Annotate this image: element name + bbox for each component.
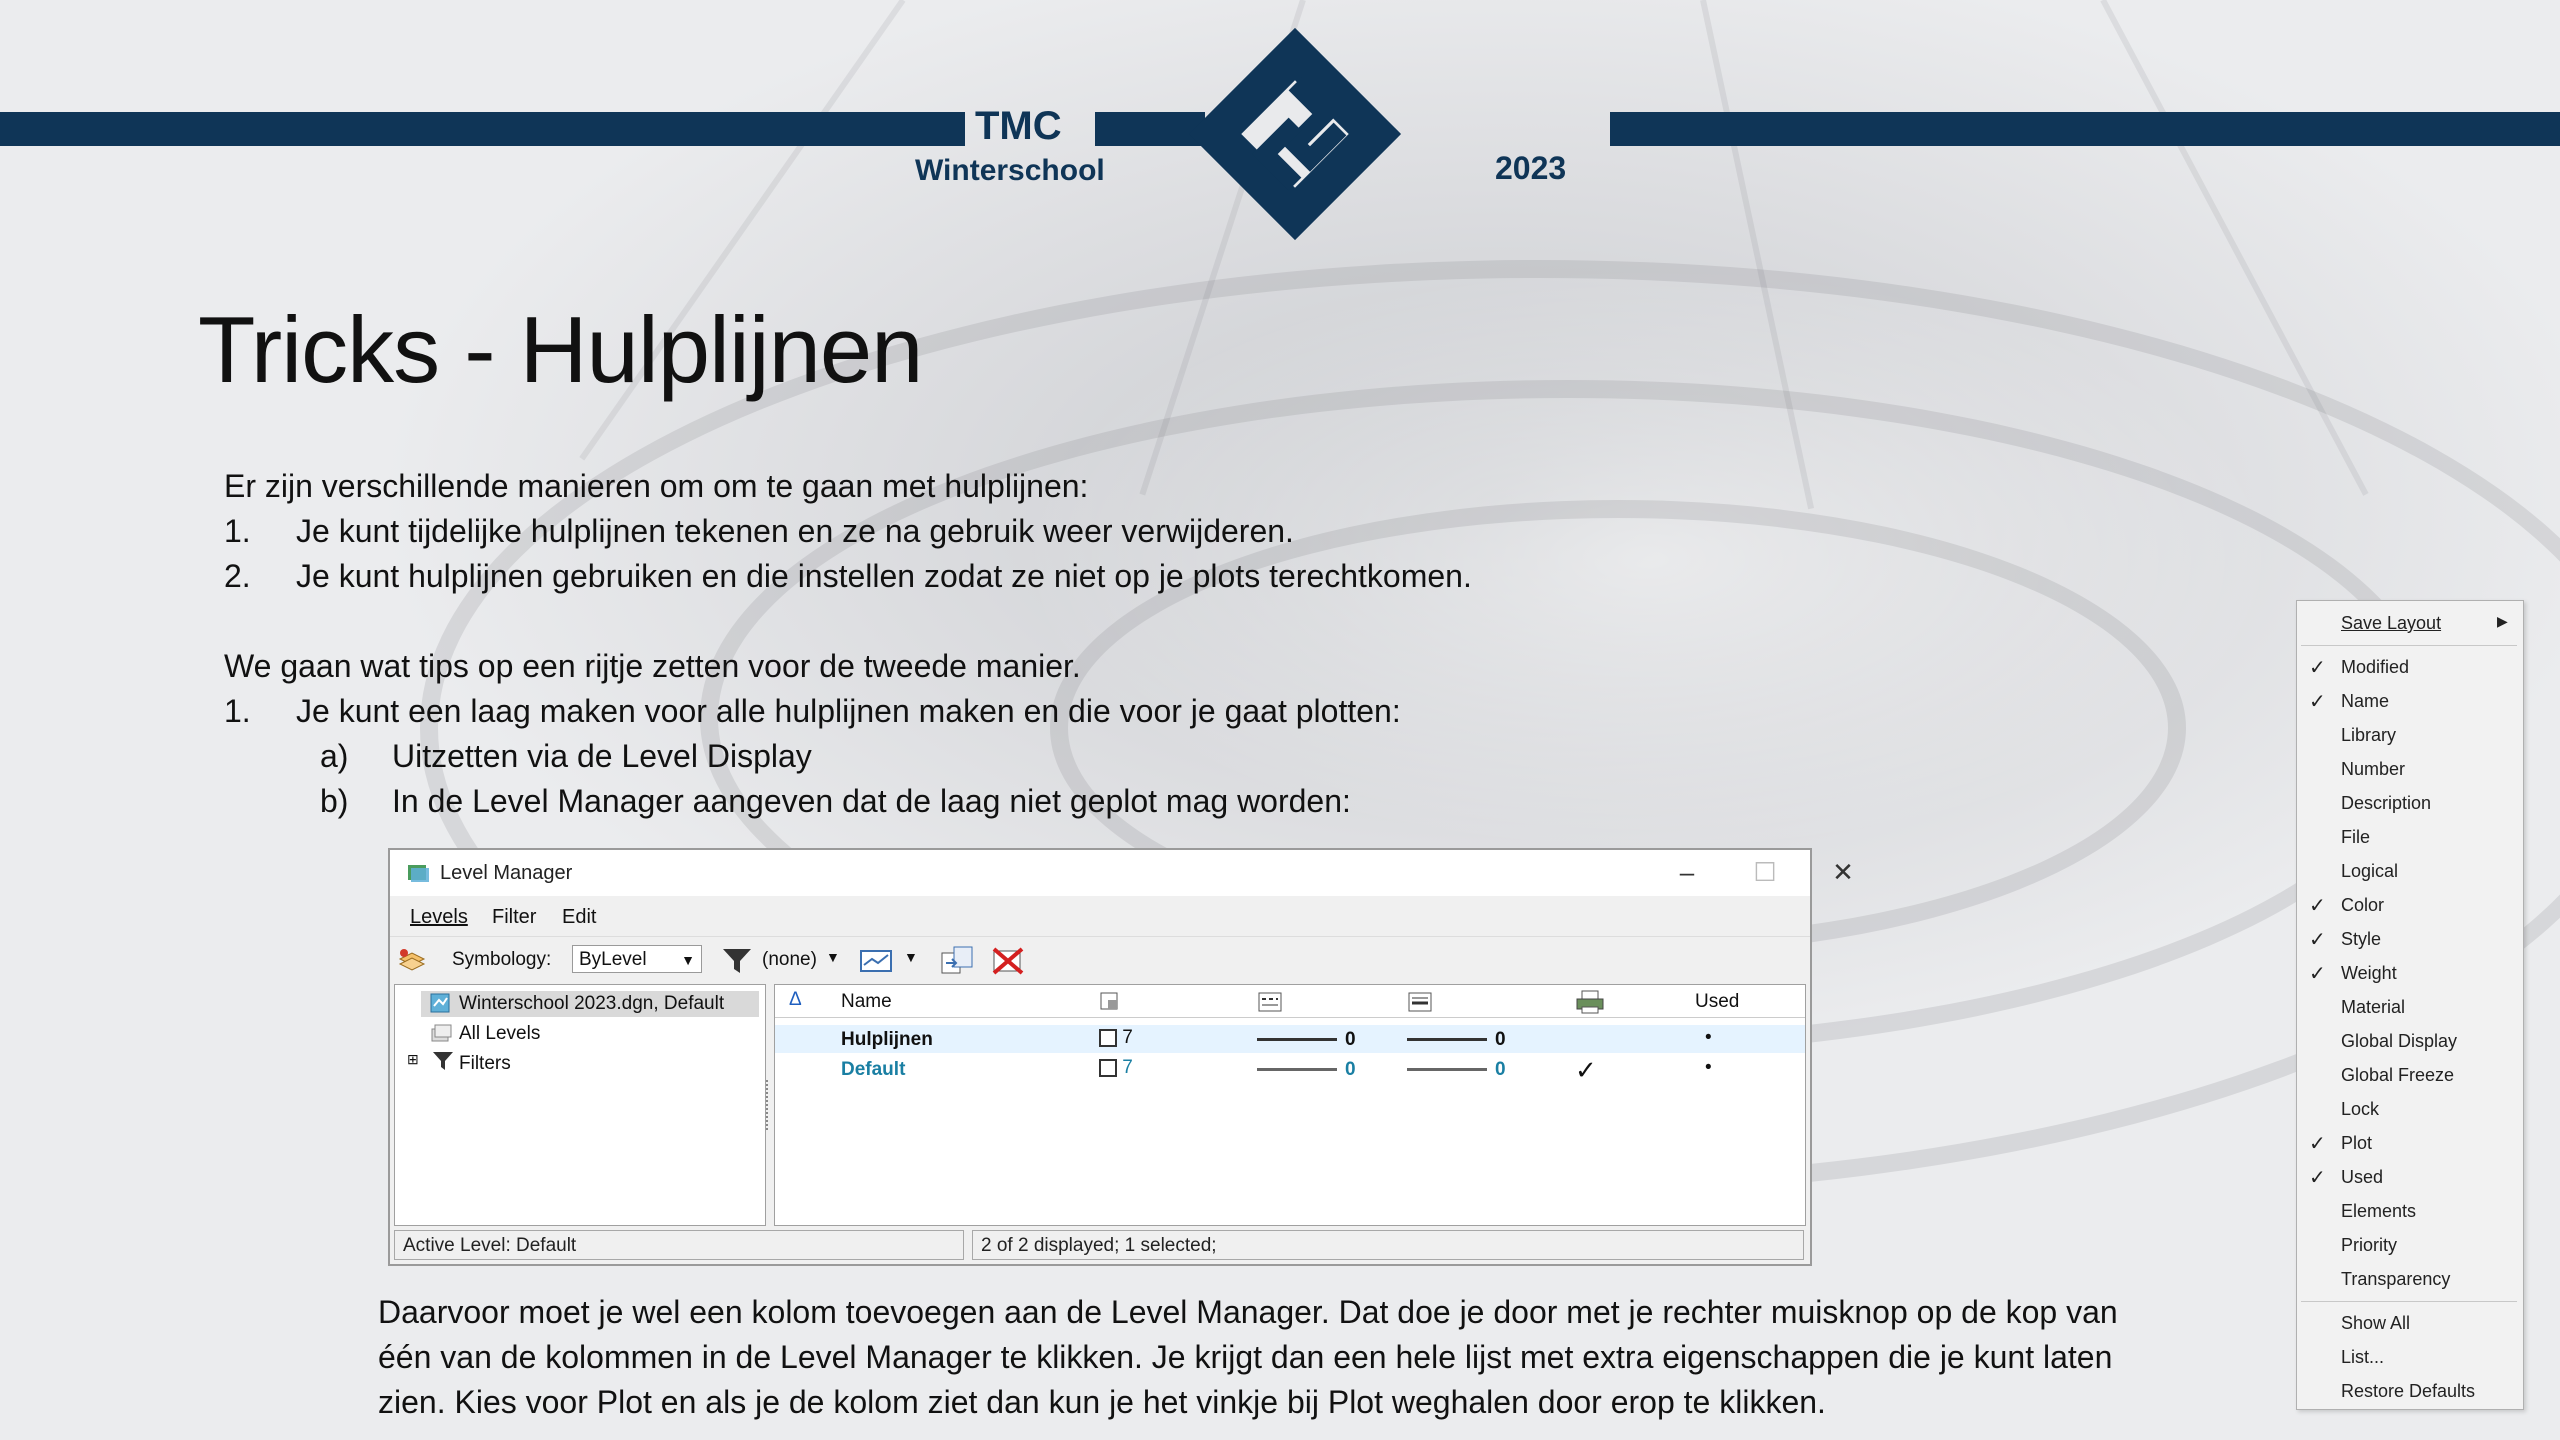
weight-line: [1407, 1038, 1487, 1041]
color-swatch: [1099, 1059, 1117, 1077]
menu-item-weight[interactable]: Weight: [2341, 963, 2397, 983]
level-display-icon[interactable]: [858, 945, 898, 975]
toolbar: [390, 936, 1810, 983]
filter-icon: [431, 1049, 455, 1073]
splitter-handle[interactable]: [766, 1080, 774, 1130]
plot-column-icon[interactable]: [1575, 989, 1605, 1015]
status-count: 2 of 2 displayed; 1 selected;: [972, 1230, 1804, 1260]
tree-all-levels[interactable]: All Levels: [459, 1023, 541, 1044]
sublist-text-b: In de Level Manager aangeven dat de laag niet geplot mag worden:: [392, 783, 1351, 819]
column-used[interactable]: Used: [1695, 991, 1740, 1012]
minimize-button[interactable]: –: [1679, 857, 1695, 887]
menu-edit[interactable]: Edit: [562, 906, 597, 928]
level-manager-window: [388, 848, 1854, 1266]
row-used: •: [1705, 1057, 1712, 1078]
row-color-value: 7: [1122, 1057, 1133, 1078]
menu-item-transparency[interactable]: Transparency: [2341, 1269, 2451, 1289]
tmc-logo-icon: [1175, 14, 1415, 254]
row-color[interactable]: [1099, 1057, 1133, 1079]
symbology-value: ByLevel: [579, 949, 647, 970]
menu-item-file[interactable]: File: [2341, 827, 2371, 847]
table-row[interactable]: [775, 1025, 1805, 1053]
tree-filters[interactable]: Filters: [459, 1053, 511, 1074]
window-title: Level Manager: [440, 862, 573, 884]
menu-item-plot[interactable]: Plot: [2341, 1133, 2373, 1153]
menu-item-logical[interactable]: Logical: [2341, 861, 2399, 881]
menu-item-modified[interactable]: Modified: [2341, 657, 2410, 677]
intro-text: Er zijn verschillende manieren om om te gaan met hulplijnen:: [224, 468, 1089, 504]
list1-num-1: 1.: [224, 513, 251, 549]
menubar: [390, 896, 1810, 936]
menu-levels[interactable]: Levels: [410, 906, 468, 928]
filter-icon[interactable]: [720, 945, 754, 977]
tree-root[interactable]: Winterschool 2023.dgn, Default: [459, 993, 725, 1014]
style-column-icon[interactable]: [1257, 991, 1283, 1013]
menu-item-lock[interactable]: Lock: [2341, 1099, 2380, 1119]
window-titlebar[interactable]: [390, 850, 1854, 896]
display-chevron-down-icon[interactable]: ▼: [904, 949, 918, 965]
menu-item-description[interactable]: Description: [2341, 793, 2432, 813]
list2-num-1: 1.: [224, 693, 251, 729]
list1-text-1: Je kunt tijdelijke hulplijnen tekenen en ze na gebruik weer verwijderen.: [296, 513, 1294, 549]
list1-text-2: Je kunt hulplijnen gebruiken en die instellen zodat ze niet op je plots terechtkomen.: [296, 558, 1472, 594]
row-style[interactable]: 0: [1345, 1029, 1356, 1050]
filter-chevron-down-icon[interactable]: ▼: [826, 949, 840, 965]
import-export-icon[interactable]: [938, 943, 978, 977]
menu-item-number[interactable]: Number: [2341, 759, 2406, 779]
list1-num-2: 2.: [224, 558, 251, 594]
header-band-right: [1610, 112, 2560, 146]
row-used: •: [1705, 1027, 1712, 1048]
menu-item-library[interactable]: Library: [2341, 725, 2397, 745]
column-context-menu: [2296, 600, 2524, 1410]
style-line: [1257, 1068, 1337, 1071]
style-line: [1257, 1038, 1337, 1041]
check-icon: ✓: [2309, 1167, 2326, 1189]
tips-intro-text: We gaan wat tips op een rijtje zetten voor de tweede manier.: [224, 648, 1081, 684]
closing-line-2: één van de kolommen in de Level Manager te klikken. Je krijgt dan een hele lijst met extra eigenschappen die je kunt laten: [378, 1339, 2113, 1375]
row-color-value: 7: [1122, 1027, 1133, 1048]
row-name: Hulplijnen: [841, 1029, 933, 1050]
menu-item-global-display[interactable]: Global Display: [2341, 1031, 2458, 1051]
row-weight[interactable]: 0: [1495, 1059, 1506, 1080]
menu-separator: [2301, 645, 2517, 646]
menu-filter[interactable]: Filter: [492, 906, 537, 928]
statusbar: [394, 1230, 1804, 1260]
menu-list[interactable]: List...: [2341, 1347, 2385, 1367]
menu-item-color[interactable]: Color: [2341, 895, 2385, 915]
sort-icon[interactable]: Δ: [789, 989, 802, 1010]
menu-item-priority[interactable]: Priority: [2341, 1235, 2398, 1255]
row-color[interactable]: [1099, 1027, 1133, 1049]
expand-icon[interactable]: ⊞: [407, 1051, 419, 1067]
check-icon: ✓: [2309, 895, 2326, 917]
closing-line-1: Daarvoor moet je wel een kolom toevoegen aan de Level Manager. Dat doe je door met je rechter muisknop op de kop van: [378, 1294, 2118, 1330]
table-header[interactable]: [775, 985, 1805, 1018]
menu-item-style[interactable]: Style: [2341, 929, 2382, 949]
layers-icon[interactable]: [396, 945, 428, 975]
header-band-left: [0, 112, 965, 146]
weight-line: [1407, 1068, 1487, 1071]
symbology-select[interactable]: [572, 945, 702, 973]
color-swatch: [1099, 1029, 1117, 1047]
maximize-button[interactable]: ☐: [1753, 857, 1777, 887]
menu-item-used[interactable]: Used: [2341, 1167, 2384, 1187]
menu-save-layout[interactable]: Save Layout: [2341, 613, 2442, 633]
menu-restore-defaults[interactable]: Restore Defaults: [2341, 1381, 2476, 1401]
column-name[interactable]: Name: [841, 991, 892, 1012]
sublist-num-b: b): [320, 783, 349, 819]
brand-year: 2023: [1495, 150, 1567, 186]
row-name: Default: [841, 1059, 906, 1080]
list2-text-1: Je kunt een laag maken voor alle hulplijnen maken en die voor je gaat plotten:: [296, 693, 1401, 729]
closing-line-3: zien. Kies voor Plot en als je de kolom ziet dan kun je het vinkje bij Plot weghalen door erop te klikken.: [378, 1384, 1826, 1420]
sublist-text-a: Uitzetten via de Level Display: [392, 738, 812, 774]
chevron-down-icon: ▼: [681, 952, 695, 968]
symbology-label: Symbology:: [452, 949, 552, 970]
table-row[interactable]: [775, 1055, 1805, 1083]
row-weight[interactable]: 0: [1495, 1029, 1506, 1050]
menu-separator: [2301, 1301, 2517, 1302]
row-style[interactable]: 0: [1345, 1059, 1356, 1080]
row-plot[interactable]: ✓: [1575, 1055, 1597, 1085]
check-icon: ✓: [2309, 963, 2326, 985]
status-active-level: Active Level: Default: [394, 1230, 964, 1260]
sublist-num-a: a): [320, 738, 349, 774]
brand-name: TMC: [975, 104, 1062, 148]
weight-column-icon[interactable]: [1407, 991, 1433, 1013]
filter-value[interactable]: (none): [762, 949, 817, 970]
color-column-icon[interactable]: [1099, 991, 1121, 1013]
level-manager-icon: [406, 862, 430, 884]
menu-item-elements[interactable]: Elements: [2341, 1201, 2417, 1221]
menu-item-name[interactable]: Name: [2341, 691, 2390, 711]
check-icon: ✓: [2309, 1133, 2326, 1155]
level-tree: [394, 984, 766, 1226]
dgn-file-icon: [429, 991, 453, 1015]
submenu-arrow-icon: ▶: [2497, 613, 2508, 629]
menu-item-material[interactable]: Material: [2341, 997, 2406, 1017]
check-icon: ✓: [2309, 929, 2326, 951]
all-levels-icon: [429, 1021, 453, 1045]
slide-title: Tricks - Hulplijnen: [198, 297, 923, 402]
menu-item-global-freeze[interactable]: Global Freeze: [2341, 1065, 2455, 1085]
check-icon: ✓: [2309, 691, 2326, 713]
level-table: [774, 984, 1806, 1226]
brand-subtitle: Winterschool: [915, 154, 1105, 187]
menu-show-all[interactable]: Show All: [2341, 1313, 2411, 1333]
check-icon: ✓: [2309, 657, 2326, 679]
delete-level-icon[interactable]: [988, 943, 1028, 977]
close-button[interactable]: ✕: [1832, 857, 1854, 887]
